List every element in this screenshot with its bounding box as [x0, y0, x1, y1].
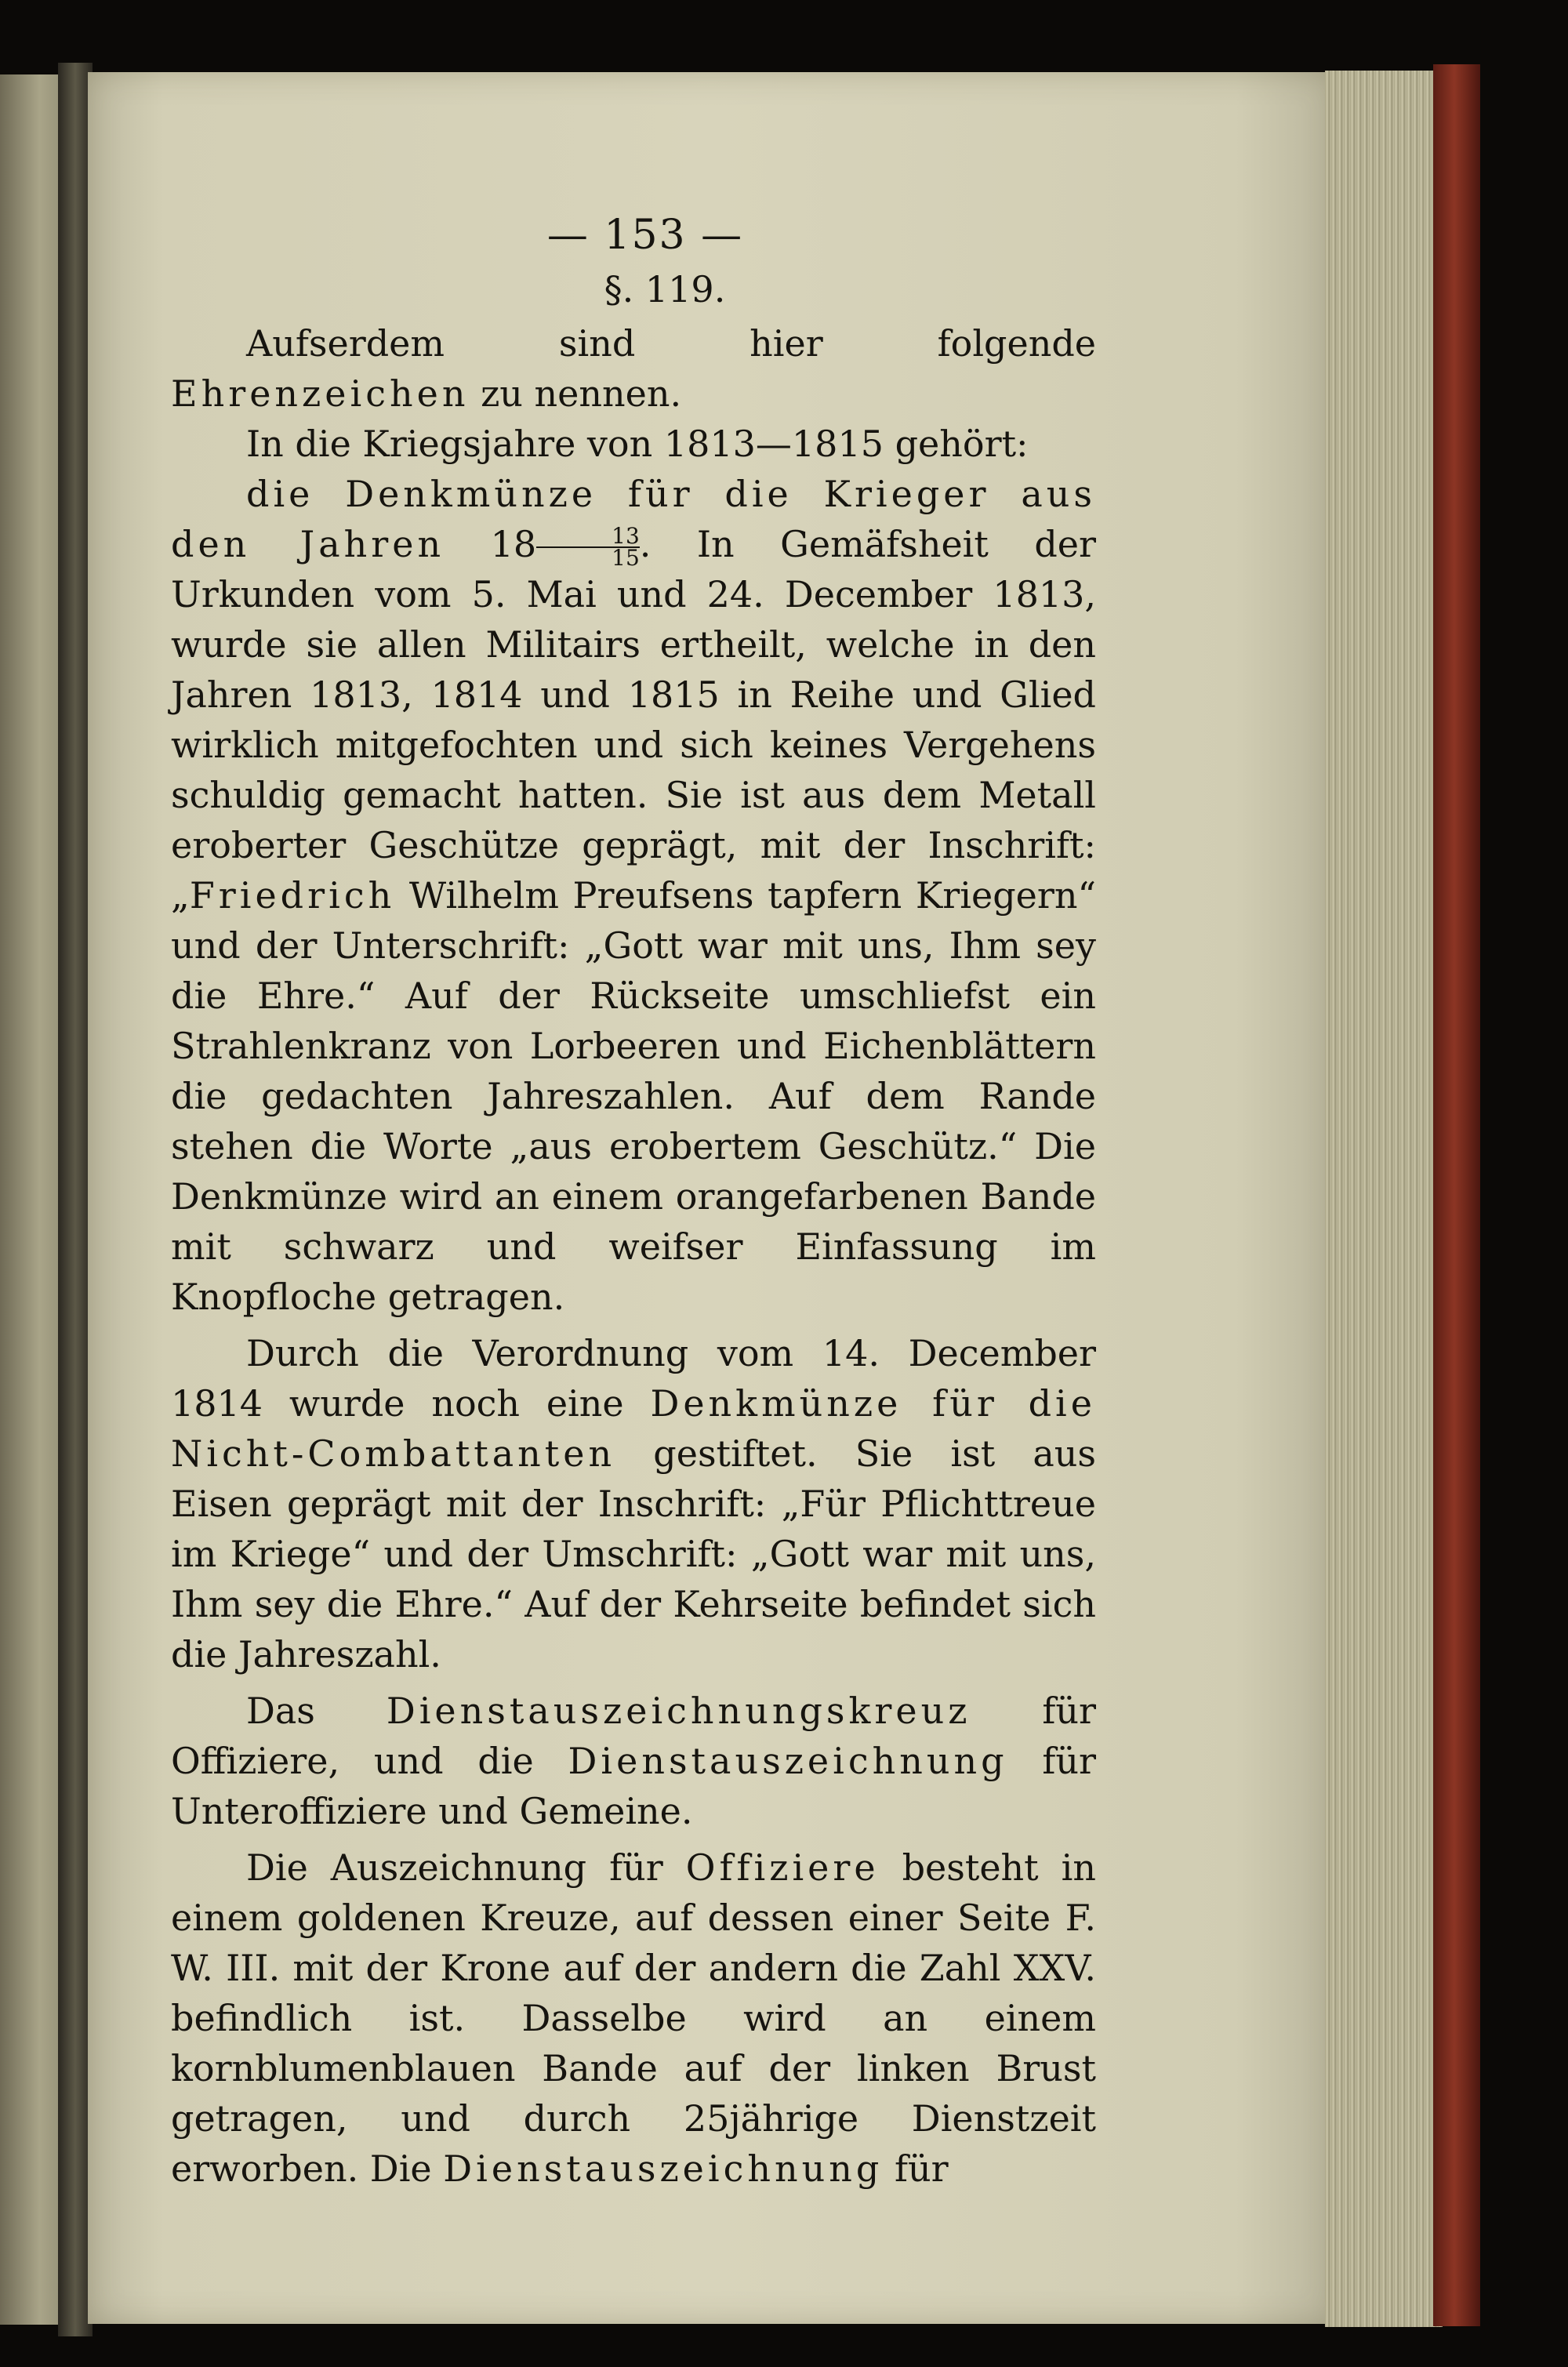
page-edges — [1325, 71, 1443, 2327]
page-text — [171, 212, 1096, 2194]
spaced-text: die Denkmünze für die Krieger aus den Jahren — [171, 473, 1096, 565]
section-heading: §. 119. — [604, 268, 726, 310]
spaced-text: Friedrich — [189, 874, 396, 917]
book-cover-spine — [1433, 64, 1480, 2326]
spaced-text: Dienstauszeichnung — [568, 1740, 1008, 1782]
paragraph: Durch die Verordnung vom 14. December 1814 wurde noch eine Denkmünze für die Nicht-Combattanten gestiftet. Sie ist aus Eisen geprägt mit der Inschrift: „Für Pflichttreue im Kriege“ und der Umschrift: „Gott war mit uns, Ihm sey die Ehre.“ Auf der Kehrseite befindet sich die Jahreszahl. — [171, 1332, 1096, 1675]
spaced-text: Offiziere — [685, 1846, 880, 1889]
paragraph: Aufserdem sind hier folgende Ehrenzeichen zu nennen. — [171, 322, 1096, 415]
paragraph: Die Auszeichnung für Offiziere besteht in einem goldenen Kreuze, auf dessen einer Seite F. W. III. mit der Krone auf der andern die Zahl XXV. befindlich ist. Dasselbe wird an einem kornblumenblauen Bande auf der linken Brust getragen, und durch 25jährige Dienstzeit erworben. Die Dienstauszeichnung für — [171, 1846, 1096, 2190]
paragraph: die Denkmünze für die Krieger aus den Jahren 18 $\frac{13}{15}$ . In Gemäfsheit der Urkunden vom 5. Mai und 24. December 1813, wurde sie allen Militairs ertheilt, welche in den Jahren 1813, 1814 und 1815 in Reihe und Glied wirklich mitgefochten und sich keines Vergehens schuldig gemacht hatten. Sie ist aus dem Metall eroberter Geschütze geprägt, mit der Inschrift: „Friedrich Wilhelm Preufsens tapfern Kriegern“ und der Unterschrift: „Gott war mit uns, Ihm sey die Ehre.“ Auf der Rückseite umschliefst ein Strahlenkranz von Lorbeeren und Eichenblättern die gedachten Jahreszahlen. Auf dem Rande stehen die Worte „aus erobertem Geschütz.“ Die Denkmünze wird an einem orangefarbenen Bande mit schwarz und weifser Einfassung im Knopfloche getragen. — [171, 473, 1097, 1318]
spaced-text: Dienstauszeichnung — [443, 2147, 884, 2190]
page-number: — 153 — — [546, 212, 744, 259]
paragraph: Das Dienstauszeichnungskreuz für Offiziere, und die Dienstauszeichnung für Unteroffiziere und Gemeine. — [171, 1690, 1096, 1832]
spaced-text: Dienstauszeichnungskreuz — [386, 1690, 971, 1732]
spaced-text: Denkmünze für die Nicht-Combattanten — [171, 1382, 1096, 1475]
spaced-text: Ehrenzeichen — [171, 372, 470, 415]
fraction: $\frac{13}{15}$ — [536, 526, 640, 568]
paragraph: In die Kriegsjahre von 1813—1815 gehört: — [246, 423, 1029, 465]
